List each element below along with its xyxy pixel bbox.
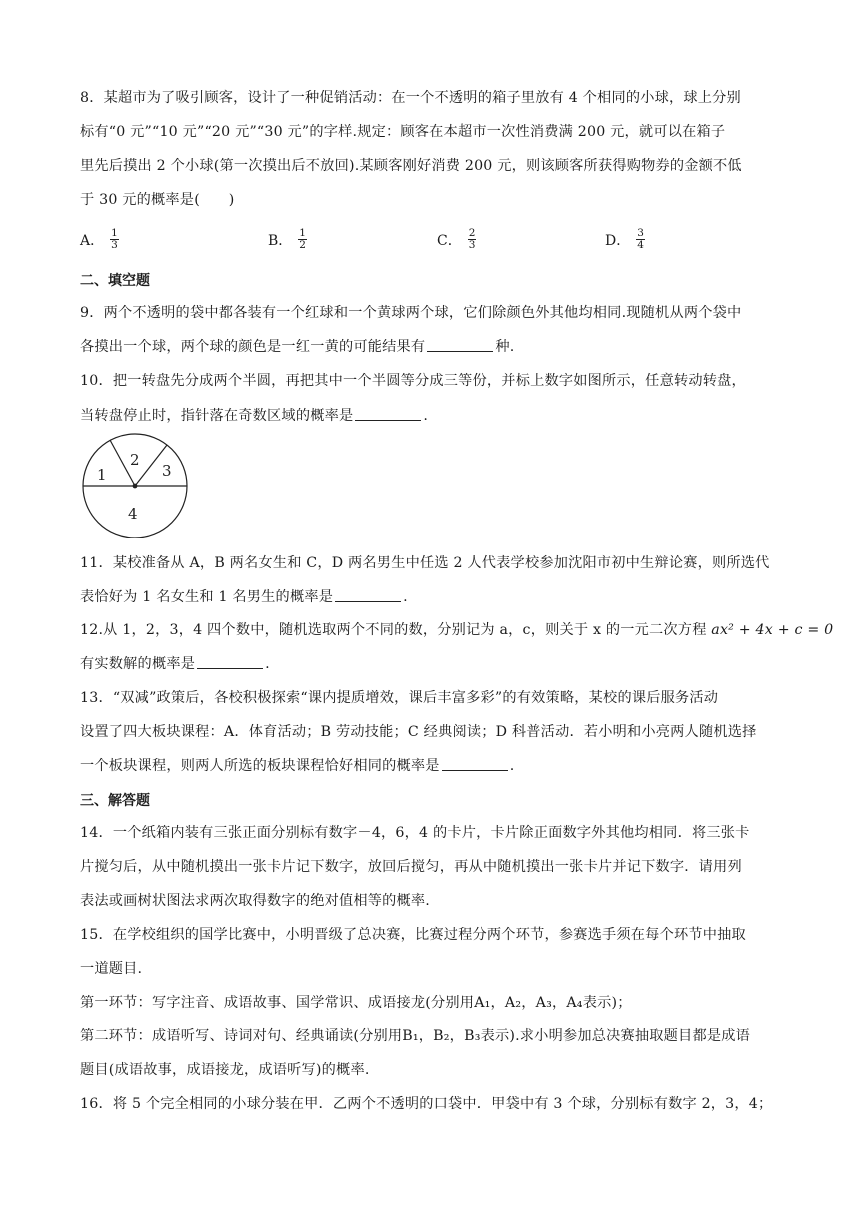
q10-line-2: 当转盘停止时，指针落在奇数区域的概率是 . bbox=[80, 408, 429, 424]
q13-line-2: 设置了四大板块课程：A．体育活动；B 劳动技能；C 经典阅读；D 科普活动．若小明和小亮两人随机选择 bbox=[80, 724, 757, 740]
q8-option-b: B． $\frac{1}{2}$ bbox=[268, 227, 306, 251]
q13-line-3: 一个板块课程，则两人所选的板块课程恰好相同的概率是 . bbox=[80, 758, 515, 774]
fraction: $\frac{1}{2}$ bbox=[299, 227, 306, 251]
q8-line-2: 标有“0 元”“10 元”“20 元”“30 元”的字样.规定：顾客在本超市一次性消费满 200 元，就可以在箱子 bbox=[80, 124, 726, 140]
q9-line-1: 9．两个不透明的袋中都各装有一个红球和一个黄球两个球，它们除颜色外其他均相同.现随机从两个袋中 bbox=[80, 305, 742, 321]
q9-line-2: 各摸出一个球，两个球的颜色是一红一黄的可能结果有 种. bbox=[80, 339, 515, 355]
spinner-label-1: 1 bbox=[97, 466, 107, 484]
q13-line-1: 13．“双减”政策后，各校积极探索“课内提质增效，课后丰富多彩”的有效策略，某校的课后服务活动 bbox=[80, 690, 719, 706]
q15-line-4: 第二环节：成语听写、诗词对句、经典诵读(分别用B₁，B₂，B₃表示).求小明参加总决赛抽取题目都是成语 bbox=[80, 1028, 750, 1044]
q12-line-1: 12.从 1，2，3，4 四个数中，随机选取两个不同的数，分别记为 a，c，则关于 x 的一元二次方程 ax² + 4x + c = 0 bbox=[80, 622, 834, 638]
q8-option-d: D． $\frac{3}{4}$ bbox=[605, 227, 644, 251]
q15-line-2: 一道题目. bbox=[80, 961, 143, 977]
section-heading-fill-in: 二、填空题 bbox=[80, 273, 150, 289]
q8-line-3: 里先后摸出 2 个小球(第一次摸出后不放回).某顾客刚好消费 200 元，则该顾客所获得购物券的金额不低 bbox=[80, 158, 742, 174]
answer-blank[interactable] bbox=[355, 406, 421, 421]
q12-line-2: 有实数解的概率是 . bbox=[80, 656, 270, 672]
q8-option-c: C． $\frac{2}{3}$ bbox=[437, 227, 476, 251]
answer-blank[interactable] bbox=[197, 654, 263, 669]
q8-line-1: 8．某超市为了吸引顾客，设计了一种促销活动：在一个不透明的箱子里放有 4 个相同的小球，球上分别 bbox=[80, 90, 741, 106]
q8-option-a: A． $\frac{1}{3}$ bbox=[80, 227, 118, 251]
section-heading-solutions: 三、解答题 bbox=[80, 793, 150, 809]
q11-line-1: 11．某校准备从 A，B 两名女生和 C，D 两名男生中任选 2 人代表学校参加沈阳市初中生辩论赛，则所选代 bbox=[80, 555, 770, 571]
spinner-label-3: 3 bbox=[162, 462, 172, 480]
q15-line-1: 15．在学校组织的国学比赛中，小明晋级了总决赛，比赛过程分两个环节，参赛选手须在每个环节中抽取 bbox=[80, 927, 746, 943]
q8-line-4: 于 30 元的概率是( ) bbox=[80, 192, 235, 208]
q10-line-1: 10．把一转盘先分成两个半圆，再把其中一个半圆等分成三等份，并标上数字如图所示，任意转动转盘， bbox=[80, 373, 746, 389]
q11-line-2: 表恰好为 1 名女生和 1 名男生的概率是 . bbox=[80, 589, 408, 605]
answer-blank[interactable] bbox=[335, 587, 401, 602]
quadratic-equation: ax² + 4x + c = 0 bbox=[711, 622, 834, 638]
q15-line-3: 第一环节：写字注音、成语故事、国学常识、成语接龙(分别用A₁，A₂，A₃，A₄表示)； bbox=[80, 995, 632, 1011]
spinner-label-4: 4 bbox=[128, 505, 138, 523]
fraction: $\frac{3}{4}$ bbox=[637, 227, 644, 251]
q14-line-2: 片搅匀后，从中随机摸出一张卡片记下数字，放回后搅匀，再从中随机摸出一张卡片并记下数字．请用列 bbox=[80, 859, 742, 875]
spinner-diagram bbox=[78, 432, 194, 538]
fraction: $\frac{1}{3}$ bbox=[111, 227, 118, 251]
q14-line-1: 14．一个纸箱内装有三张正面分别标有数字－4，6，4 的卡片，卡片除正面数字外其他均相同．将三张卡 bbox=[80, 825, 750, 841]
q15-line-5: 题目(成语故事，成语接龙，成语听写)的概率. bbox=[80, 1062, 370, 1078]
fraction: $\frac{2}{3}$ bbox=[468, 227, 476, 251]
spinner-label-2: 2 bbox=[130, 451, 140, 469]
q16-line-1: 16．将 5 个完全相同的小球分装在甲．乙两个不透明的口袋中．甲袋中有 3 个球，分别标有数字 2，3，4； bbox=[80, 1096, 773, 1112]
answer-blank[interactable] bbox=[442, 756, 508, 771]
answer-blank[interactable] bbox=[427, 337, 493, 352]
q14-line-3: 表法或画树状图法求两次取得数字的绝对值相等的概率. bbox=[80, 893, 431, 909]
